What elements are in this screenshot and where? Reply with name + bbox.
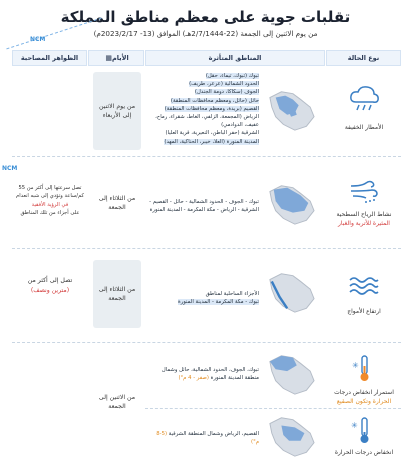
map-icon	[262, 86, 320, 134]
row4-type	[328, 388, 400, 406]
type-line: نشاط الرياح السطحية	[336, 211, 392, 218]
row-divider	[12, 342, 401, 343]
ncm-tag-left: NCM	[30, 36, 46, 43]
region-line	[147, 113, 259, 129]
region-line	[147, 105, 259, 113]
row5-regions	[147, 430, 259, 446]
map-icon	[262, 180, 320, 228]
region-line	[147, 129, 259, 137]
col-header-days	[88, 50, 144, 66]
region-line: الأجزاء الساحلية لمناطق	[205, 291, 259, 297]
phen-line: تصل سرعتها إلى أكثر من 55	[18, 185, 82, 191]
row3-phenomena	[14, 276, 86, 296]
row1-days: من يوم الاثنين إلى الأربعاء	[93, 72, 141, 150]
region-text: القصيم (بريدة، ومعظم محافظات المنطقة)	[164, 105, 259, 112]
region-line	[147, 138, 259, 146]
region-line	[147, 72, 259, 80]
row1-type: الأمطار الخفيفة	[344, 124, 384, 131]
map-icon	[262, 268, 320, 316]
region-text: القصيم، الرياض وشمال المنطقة الشرقية	[168, 431, 259, 437]
row-divider	[145, 408, 401, 409]
region-text: المدينة المنورة (العلا، خيبر، الحناكية، المهد)	[164, 138, 259, 145]
ncm-tag-side: NCM	[2, 165, 18, 172]
row45-days: من الاثنين إلى الجمعة	[98, 393, 136, 410]
region-text: الجوف (سكاكا، دومة الجندل)	[194, 89, 259, 96]
phen-line: على أجزاء من تلك المناطق	[20, 209, 80, 216]
col-header-days-label: الأيام	[111, 54, 129, 62]
row3-days: من الثلاثاء إلى الجمعة	[93, 260, 141, 328]
col-header-regions: المناطق المتأثرة	[145, 50, 325, 66]
type-line: الحرارة وتكون الصقيع	[336, 398, 392, 405]
temp-range: (5-8 م°)	[156, 431, 259, 446]
temp-range: (صفر - 4 م°)	[178, 375, 209, 382]
calendar-icon: ▦	[105, 54, 112, 62]
region-text: منطقة المدينة المنورة	[210, 375, 259, 382]
type-line: استمرار انخفاض درجات	[334, 389, 394, 396]
type-line: المثيرة للأتربة والغبار	[338, 220, 390, 227]
row3-type: ارتفاع الأمواج	[347, 308, 381, 315]
region-line	[147, 88, 259, 96]
row-divider	[12, 156, 401, 157]
row5-type: انخفاض درجات الحرارة	[334, 449, 394, 456]
row2-regions: تبوك - الجوف - الحدود الشمالية - حائل - القصيم - الشرقية - الرياض - مكة المكرمة - المدينة المنورة	[149, 199, 259, 214]
col-header-type: نوع الحالة	[326, 50, 401, 66]
region-line	[147, 80, 259, 88]
thermometer-low-icon	[348, 416, 380, 446]
region-text: الحدود الشمالية (عرعر، طريف)	[189, 81, 259, 88]
svg-text:✳: ✳	[352, 361, 359, 370]
row2-type	[328, 210, 400, 228]
row2-days: من الثلاثاء إلى الجمعة	[98, 194, 136, 211]
light-rain-icon	[348, 84, 380, 114]
map-icon	[262, 350, 320, 398]
thermometer-snow-icon	[348, 354, 380, 384]
region-text: حائل (حائل، ومعظم محافظات المنطقة)	[170, 97, 259, 104]
row3-regions	[147, 290, 259, 306]
region-line: تبوك، الجوف، الحدود الشمالية، حائل وشمال	[161, 367, 259, 373]
page-title: تقلبات جوية على معظم مناطق المملكة	[60, 8, 351, 26]
row-divider	[12, 248, 401, 249]
row1-regions	[147, 72, 259, 146]
phen-line: (مترين ونصف)	[30, 286, 70, 294]
phen-line: في الرؤية الأفقية	[31, 201, 69, 208]
wind-dust-icon	[348, 176, 380, 206]
region-text: الرياض (المجمعة، الزلفي، الغاط، شقراء، رماح، عفيف، الدوادمي)	[155, 114, 259, 129]
map-icon	[262, 412, 320, 460]
row2-phenomena	[14, 184, 86, 217]
row4-regions	[147, 366, 259, 382]
phen-line: كم/ساعة وتؤدي إلى شبه انعدام	[16, 193, 84, 200]
col-header-phenomena: الظواهر المصاحبة	[12, 50, 87, 66]
region-text: تبوك (تبوك، تيماء، حقل)	[205, 73, 259, 79]
region-text: الشرقية (حفر الباطن، النعيرية، قرية العليا)	[165, 130, 259, 137]
page-subtitle: من يوم الاثنين إلى الجمعة (22-2/7/1444هـ) الموافق (13- 2023/2/17م)	[93, 29, 318, 38]
waves-icon	[348, 272, 380, 302]
weather-table	[12, 50, 401, 466]
region-line	[147, 97, 259, 105]
svg-text:✳: ✳	[351, 421, 358, 430]
region-text: تبوك - مكة المكرمة - المدينة المنورة	[177, 299, 259, 306]
phen-line: تصل إلى أكثر من	[27, 277, 73, 284]
